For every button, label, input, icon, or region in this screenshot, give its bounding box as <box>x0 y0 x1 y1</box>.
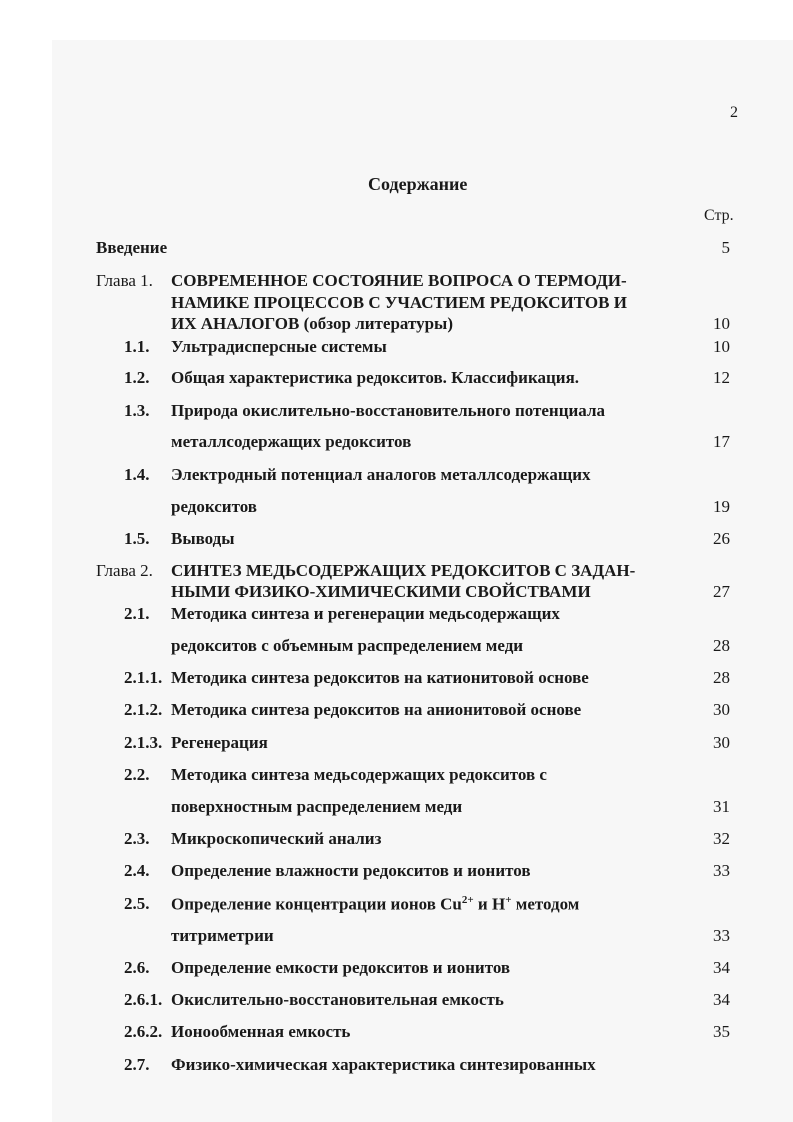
toc-entry-text: Методика синтеза медьсодержащих редокситов с <box>171 765 547 784</box>
toc-entry-text: НЫМИ ФИЗИКО-ХИМИЧЕСКИМИ СВОЙСТВАМИ <box>171 582 591 601</box>
toc-entry-page: 10 <box>713 337 730 356</box>
toc-entry-text: Регенерация <box>171 733 268 752</box>
toc-entry-page: 31 <box>713 797 730 816</box>
toc-section-number: 1.3. <box>124 401 150 420</box>
toc-entry-text: Окислительно-восстановительная емкость <box>171 990 504 1009</box>
toc-section-number: 2.1. <box>124 604 150 623</box>
toc-entry-text <box>171 894 579 915</box>
toc-entry-text: Электродный потенциал аналогов металлсодержащих <box>171 465 591 484</box>
toc-entry-text: Физико-химическая характеристика синтезированных <box>171 1055 596 1074</box>
toc-entry-text: редокситов с объемным распределением меди <box>171 636 524 655</box>
toc-entry-page: 17 <box>713 432 730 451</box>
toc-entry-text: Методика синтеза редокситов на катионитовой основе <box>171 668 589 687</box>
toc-section-number: 2.1.1. <box>124 668 163 687</box>
toc-section-number: 1.5. <box>124 529 150 548</box>
toc-entry-text: Ионообменная емкость <box>171 1022 351 1041</box>
superscript: + <box>505 894 512 906</box>
toc-section-number: 2.4. <box>124 861 150 880</box>
toc-entry-page: 5 <box>721 238 730 257</box>
toc-entry-page: 30 <box>713 733 730 752</box>
page-number: 2 <box>730 104 738 121</box>
toc-entry-page: 28 <box>713 668 730 687</box>
toc-entry-text-part: Определение концентрации ионов Cu <box>171 894 462 914</box>
toc-entry-text: Определение емкости редокситов и ионитов <box>171 958 511 977</box>
toc-entry-page: 35 <box>713 1022 730 1041</box>
toc-entry-text: редокситов <box>171 497 257 516</box>
toc-entry-text-part: и H <box>473 894 506 914</box>
toc-section-number: 2.1.2. <box>124 700 163 719</box>
toc-entry-page: 12 <box>713 368 730 387</box>
toc-entry-text: Методика синтеза редокситов на анионитовой основе <box>171 700 582 719</box>
toc-section-number: 2.6.2. <box>124 1022 163 1041</box>
toc-section-number: 2.7. <box>124 1055 150 1074</box>
toc-entry-text: Общая характеристика редокситов. Классификация. <box>171 368 580 387</box>
toc-entry-page: 26 <box>713 529 730 548</box>
toc-entry-page: 32 <box>713 829 730 848</box>
toc-section-number: 1.1. <box>124 337 150 356</box>
toc-chapter-number: Глава 2. <box>96 561 153 580</box>
toc-entry-page: 10 <box>713 314 730 333</box>
toc-entry-text: поверхностным распределением меди <box>171 797 463 816</box>
superscript: 2+ <box>461 894 474 906</box>
toc-entry-page: 33 <box>713 861 730 880</box>
toc-entry-text: Природа окислительно-восстановительного потенциала <box>171 401 605 420</box>
toc-section-number: 2.5. <box>124 894 150 913</box>
toc-entry-text: ИХ АНАЛОГОВ (обзор литературы) <box>171 314 453 333</box>
toc-entry-text: СОВРЕМЕННОЕ СОСТОЯНИЕ ВОПРОСА О ТЕРМОДИ- <box>171 271 627 290</box>
toc-entry-text: металлсодержащих редокситов <box>171 432 412 451</box>
toc-entry-text: Микроскопический анализ <box>171 829 382 848</box>
toc-entry-text: СИНТЕЗ МЕДЬСОДЕРЖАЩИХ РЕДОКСИТОВ С ЗАДАН- <box>171 561 636 580</box>
toc-section-number: 2.6.1. <box>124 990 163 1009</box>
toc-entry-text: Введение <box>96 238 168 257</box>
toc-section-number: 2.3. <box>124 829 150 848</box>
toc-entry-page: 33 <box>713 926 730 945</box>
toc-entry-text: Выводы <box>171 529 235 548</box>
toc-entry-page: 34 <box>713 958 730 977</box>
toc-section-number: 1.4. <box>124 465 150 484</box>
toc-entry-page: 27 <box>713 582 730 601</box>
toc-entry-page: 28 <box>713 636 730 655</box>
toc-entry-page: 19 <box>713 497 730 516</box>
page-title: Содержание <box>368 174 468 194</box>
toc-entry-text: Методика синтеза и регенерации медьсодержащих <box>171 604 560 623</box>
pages-column-header: Стр. <box>704 207 734 224</box>
toc-entry-text: НАМИКЕ ПРОЦЕССОВ С УЧАСТИЕМ РЕДОКСИТОВ И <box>171 293 627 312</box>
toc-entry-text: Определение влажности редокситов и ионитов <box>171 861 531 880</box>
toc-section-number: 2.1.3. <box>124 733 163 752</box>
toc-section-number: 1.2. <box>124 368 150 387</box>
toc-entry-page: 30 <box>713 700 730 719</box>
toc-entry-text-part: методом <box>511 894 580 914</box>
toc-section-number: 2.2. <box>124 765 150 784</box>
toc-chapter-number: Глава 1. <box>96 271 153 290</box>
toc-entry-text: титриметрии <box>171 926 274 945</box>
toc-entry-page: 34 <box>713 990 730 1009</box>
toc-entry-text: Ультрадисперсные системы <box>171 337 387 356</box>
toc-section-number: 2.6. <box>124 958 150 977</box>
